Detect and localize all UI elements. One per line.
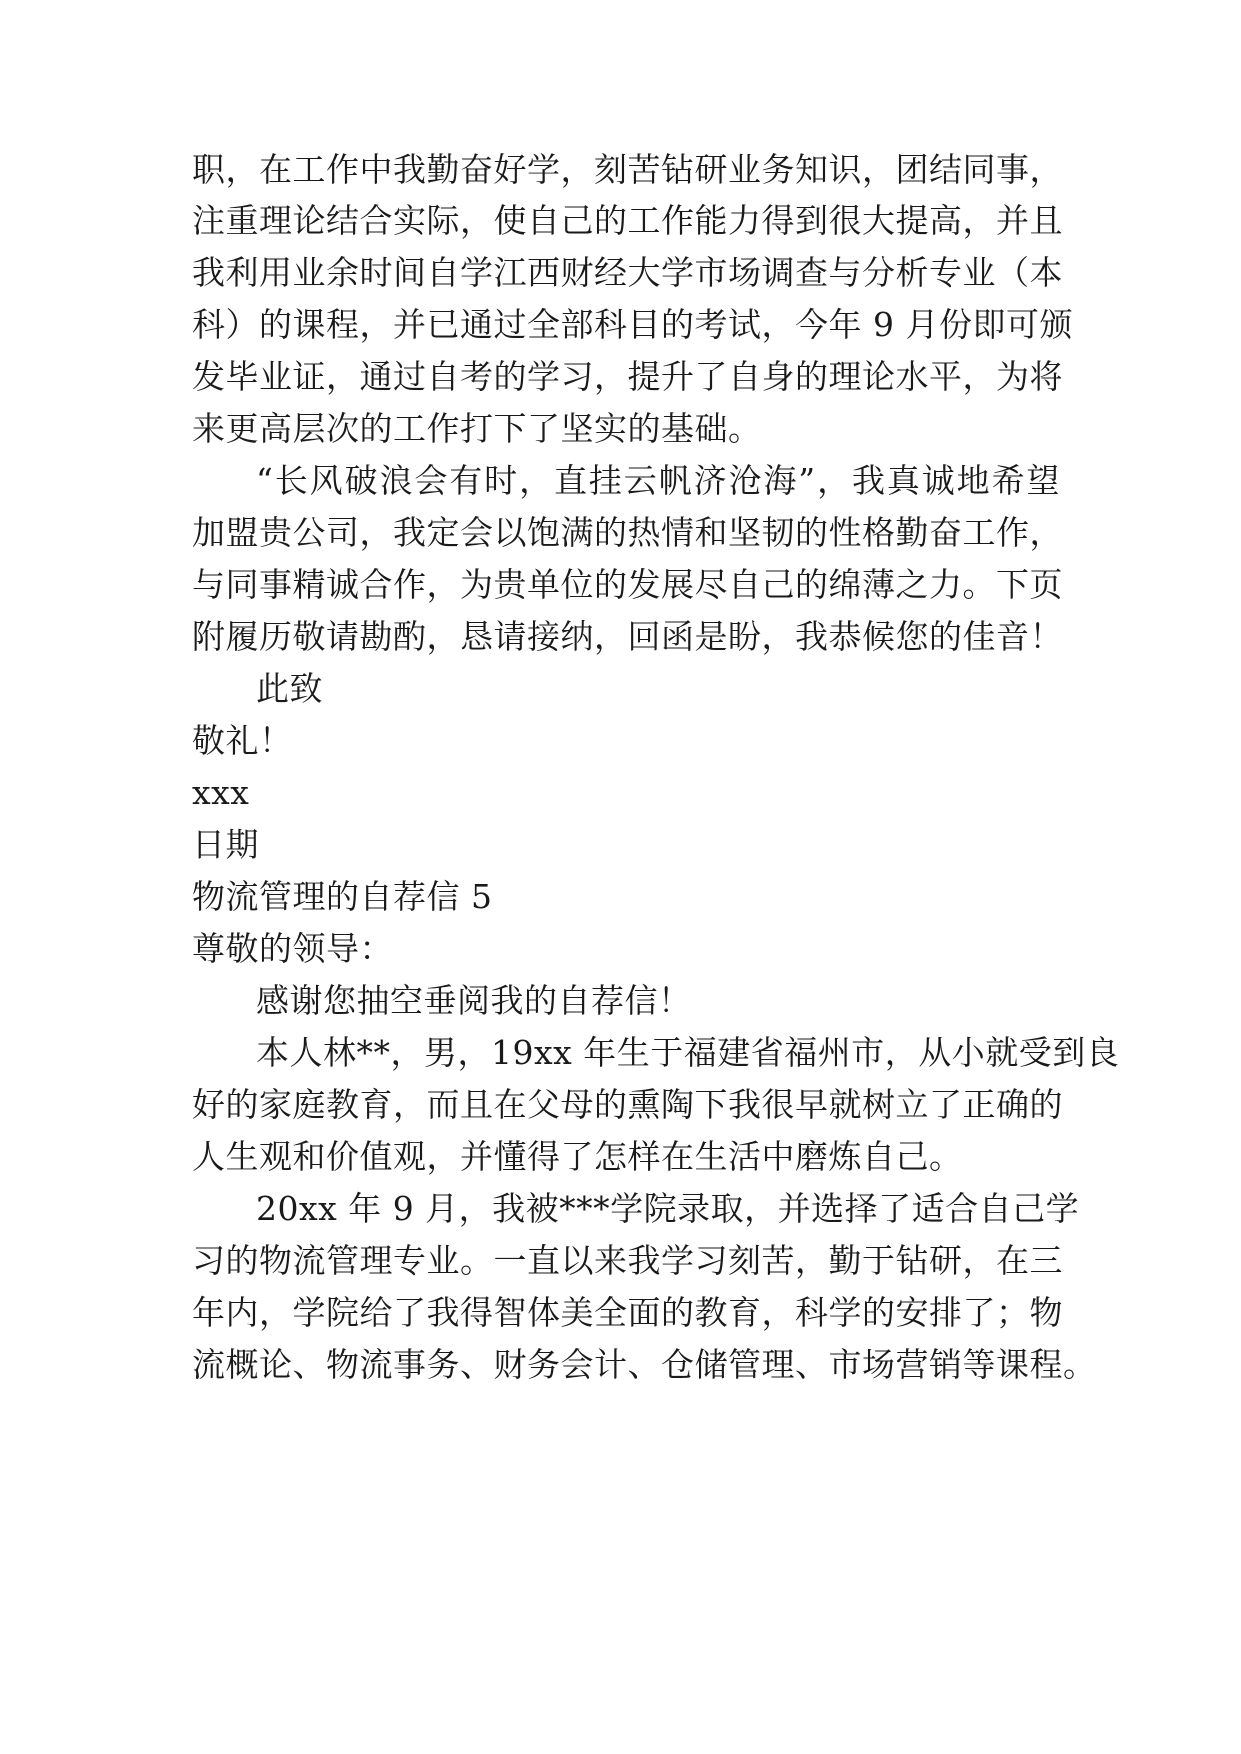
paragraph-line: 我利用业余时间自学江西财经大学市场调查与分析专业（本: [192, 253, 1063, 292]
paragraph-line: 附履历敬请勘酌，恳请接纳，回函是盼，我恭候您的佳音！: [192, 617, 1063, 656]
greeting: 尊敬的领导：: [192, 929, 393, 968]
paragraph-line: 人生观和价值观，并懂得了怎样在生活中磨炼自己。: [192, 1137, 963, 1176]
section-title: 物流管理的自荐信 5: [192, 877, 493, 916]
signature-name: xxx: [192, 773, 250, 812]
paragraph-line: 与同事精诚合作，为贵单位的发展尽自己的绵薄之力。下页: [192, 565, 1063, 604]
paragraph-line: 本人林**，男，19xx 年生于福建省福州市，从小就受到良: [256, 1033, 1120, 1072]
paragraph-line: 来更高层次的工作打下了坚实的基础。: [192, 409, 762, 448]
paragraph-line: “长风破浪会有时，直挂云帆济沧海”，我真诚地希望: [256, 461, 1060, 500]
paragraph-line: 年内，学院给了我得智体美全面的教育，科学的安排了；物: [192, 1293, 1063, 1332]
paragraph-line: 20xx 年 9 月，我被***学院录取，并选择了适合自己学: [256, 1189, 1080, 1228]
paragraph-line: 注重理论结合实际，使自己的工作能力得到很大提高，并且: [192, 201, 1063, 240]
paragraph-line: 习的物流管理专业。一直以来我学习刻苦，勤于钻研，在三: [192, 1241, 1063, 1280]
paragraph-line: 好的家庭教育，而且在父母的熏陶下我很早就树立了正确的: [192, 1085, 1063, 1124]
paragraph-line: 流概论、物流事务、财务会计、仓储管理、市场营销等课程。: [192, 1345, 1097, 1384]
paragraph-line: 科）的课程，并已通过全部科目的考试，今年 9 月份即可颁: [192, 305, 1073, 344]
paragraph-line: 感谢您抽空垂阅我的自荐信！: [256, 981, 692, 1020]
closing-regards: 敬礼！: [192, 721, 293, 760]
paragraph-line: 加盟贵公司，我定会以饱满的热情和坚韧的性格勤奋工作，: [192, 513, 1063, 552]
signature-date: 日期: [192, 825, 259, 864]
closing-salutation: 此致: [256, 669, 323, 708]
paragraph-line: 职，在工作中我勤奋好学，刻苦钻研业务知识，团结同事，: [192, 150, 1063, 189]
paragraph-line: 发毕业证，通过自考的学习，提升了自身的理论水平，为将: [192, 357, 1063, 396]
